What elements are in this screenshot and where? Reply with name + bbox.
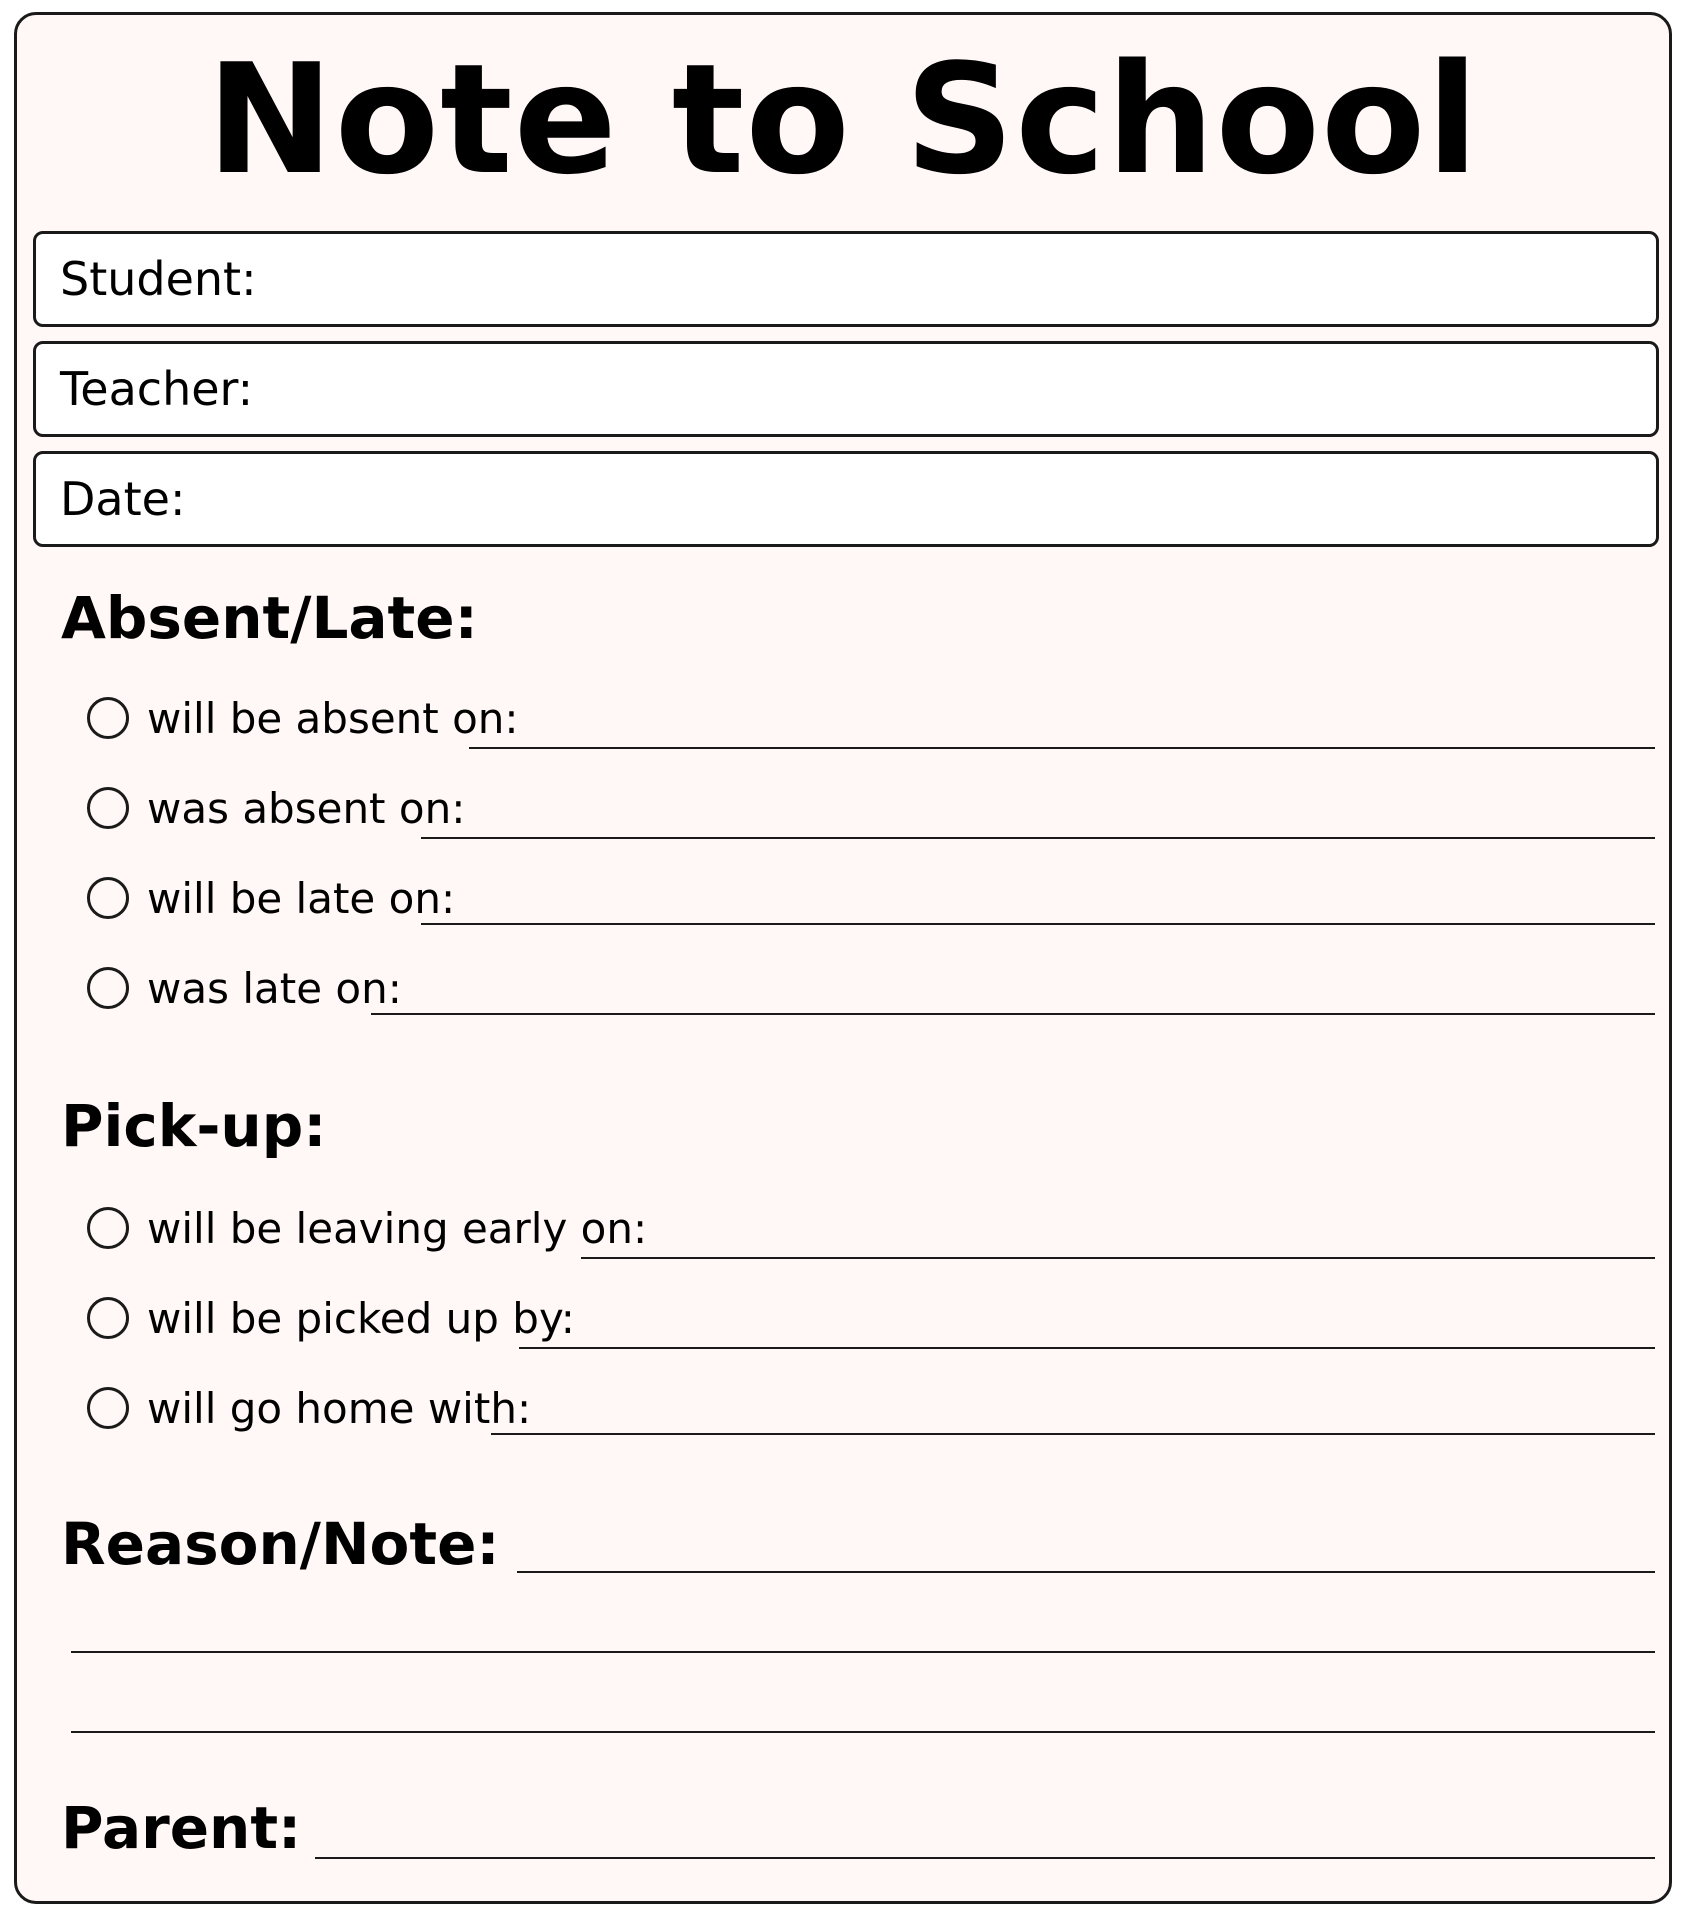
option-picked-up-by[interactable] (87, 1291, 1657, 1351)
option-label: will go home with: (147, 1384, 532, 1433)
write-line-was-absent[interactable] (421, 837, 1655, 839)
write-line-reason-3[interactable] (71, 1731, 1655, 1733)
write-line-will-be-late[interactable] (421, 923, 1655, 925)
student-field-label: Student: (60, 252, 257, 306)
radio-circle[interactable] (87, 967, 129, 1009)
option-label: will be late on: (147, 874, 456, 923)
radio-circle[interactable] (87, 1297, 129, 1339)
option-will-be-absent[interactable] (87, 691, 1657, 751)
note-sheet (14, 12, 1672, 1904)
write-line-reason-2[interactable] (71, 1651, 1655, 1653)
radio-circle[interactable] (87, 877, 129, 919)
radio-circle[interactable] (87, 1207, 129, 1249)
write-line-go-home-with[interactable] (491, 1433, 1655, 1435)
radio-circle[interactable] (87, 1387, 129, 1429)
page-title: Note to School (206, 31, 1480, 208)
option-label: was absent on: (147, 784, 466, 833)
date-field[interactable] (33, 451, 1659, 547)
option-will-be-late[interactable] (87, 871, 1657, 931)
teacher-field-label: Teacher: (60, 362, 254, 416)
option-label: was late on: (147, 964, 402, 1013)
write-line-picked-up-by[interactable] (519, 1347, 1655, 1349)
parent-heading: Parent: (61, 1794, 302, 1862)
option-label: will be picked up by: (147, 1294, 575, 1343)
reason-heading: Reason/Note: (61, 1510, 500, 1578)
option-go-home-with[interactable] (87, 1381, 1657, 1441)
write-line-reason-1[interactable] (517, 1571, 1655, 1573)
option-leaving-early[interactable] (87, 1201, 1657, 1261)
absent-late-heading: Absent/Late: (61, 584, 478, 652)
option-was-absent[interactable] (87, 781, 1657, 841)
date-field-label: Date: (60, 472, 186, 526)
student-field[interactable] (33, 231, 1659, 327)
write-line-will-be-absent[interactable] (469, 747, 1655, 749)
write-line-parent[interactable] (315, 1857, 1655, 1859)
write-line-was-late[interactable] (371, 1013, 1655, 1015)
radio-circle[interactable] (87, 787, 129, 829)
write-line-leaving-early[interactable] (581, 1257, 1655, 1259)
pickup-heading: Pick-up: (61, 1092, 327, 1160)
option-was-late[interactable] (87, 961, 1657, 1021)
option-label: will be leaving early on: (147, 1204, 648, 1253)
teacher-field[interactable] (33, 341, 1659, 437)
option-label: will be absent on: (147, 694, 519, 743)
radio-circle[interactable] (87, 697, 129, 739)
